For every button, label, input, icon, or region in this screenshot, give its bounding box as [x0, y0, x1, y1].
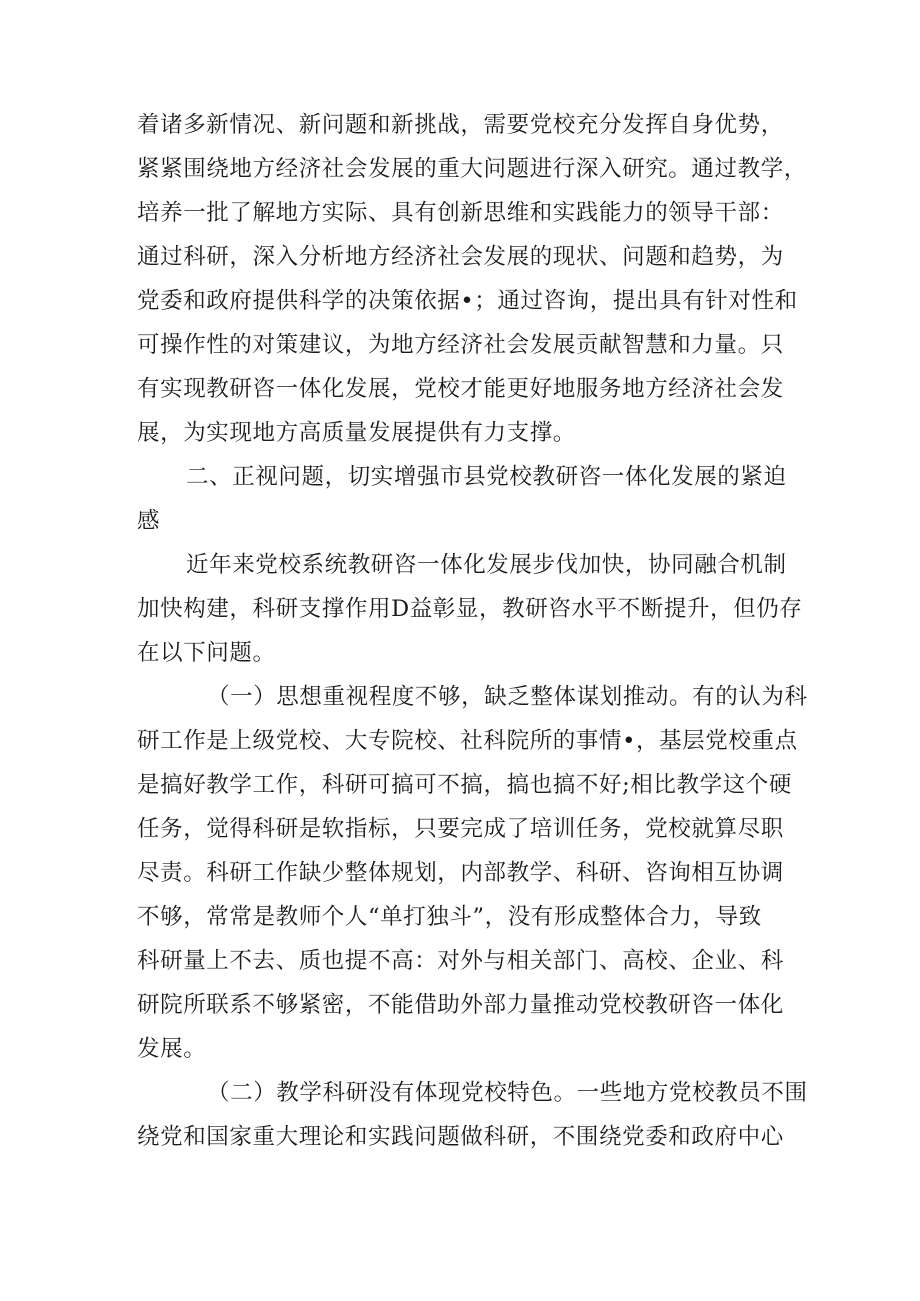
text-line: 着诸多新情况、新问题和新挑战，需要党校充分发挥自身优势， [137, 112, 784, 138]
paragraph-5 [137, 1071, 808, 1159]
text-line: 在以下问题。 [137, 640, 276, 666]
text-line: 尽责。科研工作缺少整体规划，内部教学、科研、咨询相互协调 [137, 860, 784, 886]
text-line: 任务，觉得科研是软指标，只要完成了培训任务，党校就算尽职 [137, 816, 784, 842]
section-heading [137, 455, 797, 543]
text-line: 近年来党校系统教研咨一体化发展步伐加快，协同融合机制 [186, 552, 787, 578]
text-line: 紧紧围绕地方经济社会发展的重大问题进行深入研究。通过教学， [137, 156, 807, 182]
text-line: 发展。 [137, 1036, 207, 1062]
paragraph-3 [137, 543, 803, 675]
text-line: 有实现教研咨一体化发展，党校才能更好地服务地方经济社会发 [137, 376, 784, 402]
text-line: 培养一批了解地方实际、具有创新思维和实践能力的领导干部： [137, 200, 784, 226]
paragraph-4 [137, 675, 808, 1071]
heading-line: 二、正视问题，切实增强市县党校教研咨一体化发展的紧迫 [186, 464, 787, 490]
text-line: （一）思想重视程度不够，缺乏整体谋划推动。有的认为科 [207, 684, 808, 710]
text-line: 展，为实现地方高质量发展提供有力支撑。 [137, 420, 576, 446]
text-line: 党委和政府提供科学的决策依据•；通过咨询，提出具有针对性和 [137, 288, 798, 314]
text-line: 研院所联系不够紧密，不能借助外部力量推动党校教研咨一体化 [137, 992, 784, 1018]
heading-line: 感 [137, 508, 161, 534]
text-line: 研工作是上级党校、大专院校、社科院所的事情•，基层党校重点 [137, 728, 798, 754]
text-line: 加快构建，科研支撑作用D益彰显，教研咨水平不断提升，但仍存 [137, 596, 803, 622]
text-line: （二）教学科研没有体现党校特色。一些地方党校教员不围 [207, 1080, 808, 1106]
text-line: 是搞好教学工作，科研可搞可不搞，搞也搞不好;相比教学这个硬 [137, 772, 792, 798]
text-line: 可操作性的对策建议，为地方经济社会发展贡献智慧和力量。只 [137, 332, 784, 358]
document-body [137, 103, 808, 1159]
text-line: 不够，常常是教师个人“单打独斗”，没有形成整体合力，导致 [137, 904, 762, 930]
text-line: 绕党和国家重大理论和实践问题做科研，不围绕党委和政府中心 [137, 1124, 784, 1150]
text-line: 科研量上不去、质也提不高：对外与相关部门、高校、企业、科 [137, 948, 784, 974]
text-line: 通过科研，深入分析地方经济社会发展的现状、问题和趋势，为 [137, 244, 784, 270]
paragraph-1 [137, 103, 807, 455]
